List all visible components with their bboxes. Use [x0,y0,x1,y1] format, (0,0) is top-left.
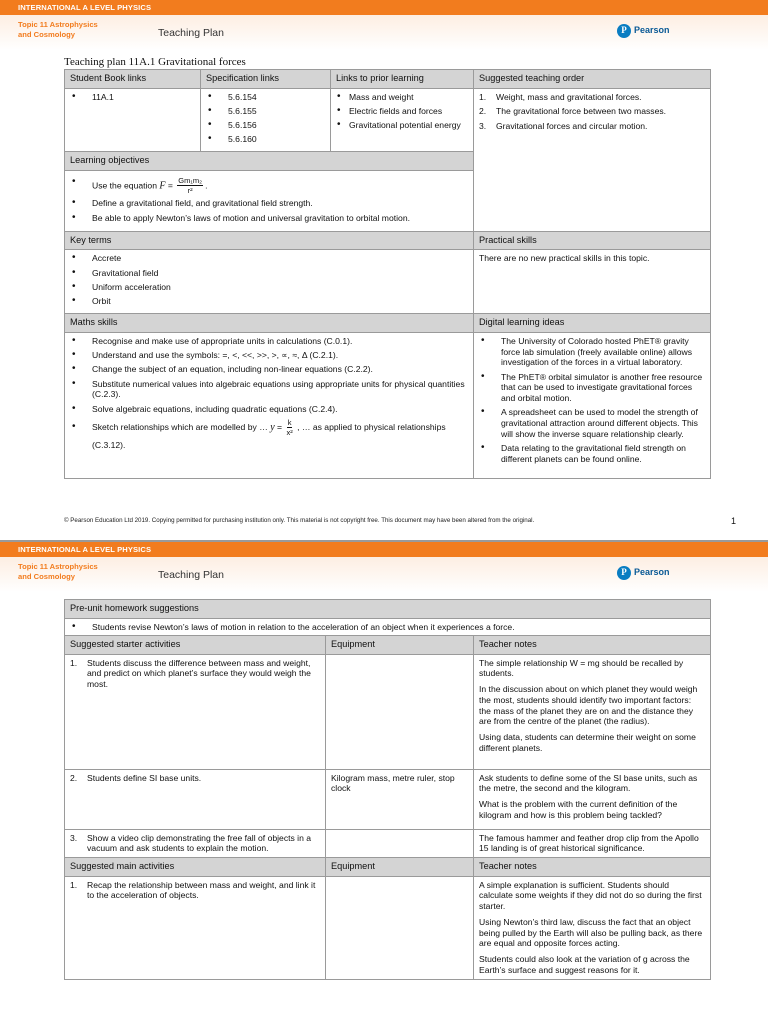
list-item: • 5.6.156 [206,120,325,131]
topic-label: Topic 11 Astrophysics and Cosmology [18,562,98,582]
list-item: • A spreadsheet can be used to model the strength of gravitational attraction around different objects. This will show the inverse square relationship clearly. [479,407,705,439]
top-banner [0,542,768,557]
top-banner [0,0,768,15]
teacher-notes-cell: Ask students to define some of the SI base units, such as the metre, the second and the kilogram. What is the problem with the current definition of the kilogram and how is this problem being tackled? [474,769,711,829]
list-item: • Electric fields and forces [336,106,468,117]
list-item: • 11A.1 [70,92,195,103]
activity-text: Students define SI base units. [87,772,202,783]
maths-skills-cell [65,332,474,478]
pearson-logo [617,24,670,38]
learning-objectives-header: Learning objectives [65,152,474,171]
activity-text: Show a video clip demonstrating the free fall of objects in a vacuum and ask students to explain the motion. [87,832,312,854]
list-item: • Mass and weight [336,92,468,103]
list-item: • Use the equation F = $\frac{\text{Gm₁m₂}}{\text{r²}}$ . [70,177,468,195]
list-item: • Be able to apply Newton’s laws of motion and universal gravitation to orbital motion. [70,213,468,224]
list-item: • The PhET® orbital simulator is another free resource that can be used to investigate gravitational forces and orbital motion. [479,372,705,404]
list-item: • Understand and use the symbols: =, <, <<, >>, >, ∝, ≈, Δ (C.2.1). [70,350,468,361]
pearson-wordmark: Pearson [634,567,670,578]
table-row: 1. Recap the relationship between mass and weight, and link it to the acceleration of objects. [65,876,326,979]
page-number: 1 [731,516,737,526]
plan-title: Teaching plan 11A.1 Gravitational forces [64,56,246,68]
list-item: 3. Gravitational forces and circular motion. [479,120,648,131]
starter-equipment-header: Equipment [326,636,474,655]
student-book-header: Student Book links [65,70,201,89]
list-item: • Solve algebraic equations, including quadratic equations (C.2.4). [70,404,468,415]
list-item: • Data relating to the gravitational field strength on different planets can be found online. [479,443,705,464]
list-item: • Change the subject of an equation, including non-linear equations (C.2.2). [70,364,468,375]
topic-label: Topic 11 Astrophysics and Cosmology [18,20,98,40]
practical-skills-cell: There are no new practical skills in this topic. [474,250,711,314]
practical-skills-header: Practical skills [474,231,711,250]
main-notes-header: Teacher notes [474,858,711,877]
teaching-order-header: Suggested teaching order [474,70,711,89]
student-book-cell [65,88,201,152]
list-item: • Orbit [70,296,468,307]
starter-activities-header: Suggested starter activities [65,636,326,655]
specification-cell [201,88,331,152]
list-item: • 5.6.160 [206,134,325,145]
list-item: • Students revise Newton’s laws of motion in relation to the acceleration of an object when it experiences a force. [70,622,705,633]
banner-title: INTERNATIONAL A LEVEL PHYSICS [18,545,152,554]
activities-table [64,599,711,980]
key-terms-header: Key terms [65,231,474,250]
page-2 [0,542,768,1024]
teacher-notes-cell: The simple relationship W = mg should be recalled by students. In the discussion about on which planet they would weigh the most, students should identify two important factors: the mass of the planet they are on and the distance they are from the centre of the planet (the radius). Using data, students can determine their weight on some different planets. [474,654,711,769]
header-band [0,557,768,592]
table-row: 3. Show a video clip demonstrating the free fall of objects in a vacuum and ask students to explain the motion. [65,829,326,857]
equipment-cell [326,829,474,857]
homework-cell [65,618,711,636]
list-item: • Accrete [70,253,468,264]
table-row: 1. Students discuss the difference between mass and weight, and predict on which planet’s surface they would weigh the most. [65,654,326,769]
prior-learning-cell [331,88,474,152]
prior-learning-header: Links to prior learning [331,70,474,89]
list-item: • Define a gravitational field, and gravitational field strength. [70,198,468,209]
main-equipment-header: Equipment [326,858,474,877]
list-item: 1. Weight, mass and gravitational forces. [479,91,642,102]
list-item: • Recognise and make use of appropriate units in calculations (C.0.1). [70,336,468,347]
equipment-cell [326,876,474,979]
list-item: • Gravitational potential energy [336,120,468,131]
specification-header: Specification links [201,70,331,89]
equipment-cell: Kilogram mass, metre ruler, stop clock [326,769,474,829]
digital-learning-header: Digital learning ideas [474,314,711,333]
teacher-notes-cell: A simple explanation is sufficient. Students should calculate some weights if they did not do so during the first starter. Using Newton’s third law, discuss the fact that an object being pulled by the Earth will also be pulling back, as there are equal and opposite forces acting. Students could also look at the variation of g across the Earth’s surface and suggest reasons for it. [474,876,711,979]
pearson-logo-icon: P [617,566,631,580]
header-title: Teaching Plan [158,27,224,39]
activity-text: Students discuss the difference between mass and weight, and predict on which planet’s surface they would weigh the most. [87,657,311,690]
header-band [0,15,768,50]
teaching-plan-table [64,69,711,479]
list-item: 2. The gravitational force between two masses. [479,106,667,117]
homework-header: Pre-unit homework suggestions [65,600,711,619]
table-row: 2. Students define SI base units. [65,769,326,829]
digital-learning-cell [474,332,711,478]
pearson-logo-icon: P [617,24,631,38]
activity-text: Recap the relationship between mass and weight, and link it to the acceleration of objects. [87,879,316,901]
teaching-order-cell [474,88,711,231]
equipment-cell [326,654,474,769]
starter-notes-header: Teacher notes [474,636,711,655]
main-activities-header: Suggested main activities [65,858,326,877]
list-item: • Substitute numerical values into algebraic equations using appropriate units for physical quantities (C.2.3). [70,379,468,400]
list-item: • Uniform acceleration [70,282,468,293]
copyright-footer: © Pearson Education Ltd 2019. Copying permitted for purchasing institution only. This material is not copyright free. This document may have been altered from the original. [64,517,535,524]
pearson-logo [617,566,670,580]
maths-skills-header: Maths skills [65,314,474,333]
list-item: • The University of Colorado hosted PhET® gravity force lab simulation (freely available online) allows investigation of the forces in a virtual laboratory. [479,336,705,368]
teacher-notes-cell: The famous hammer and feather drop clip from the Apollo 15 landing is of great historical significance. [474,829,711,857]
list-item: • Gravitational field [70,268,468,279]
list-item: • 5.6.155 [206,106,325,117]
header-title: Teaching Plan [158,569,224,581]
pearson-wordmark: Pearson [634,25,670,36]
list-item: • Sketch relationships which are modelled by … y = $\frac{k}{\text{x²}}$ , … as applied to physical relationships (C.3.12). [70,418,468,453]
learning-objectives-cell [65,170,474,231]
list-item: • 5.6.154 [206,92,325,103]
key-terms-cell [65,250,474,314]
banner-title: INTERNATIONAL A LEVEL PHYSICS [18,3,152,12]
